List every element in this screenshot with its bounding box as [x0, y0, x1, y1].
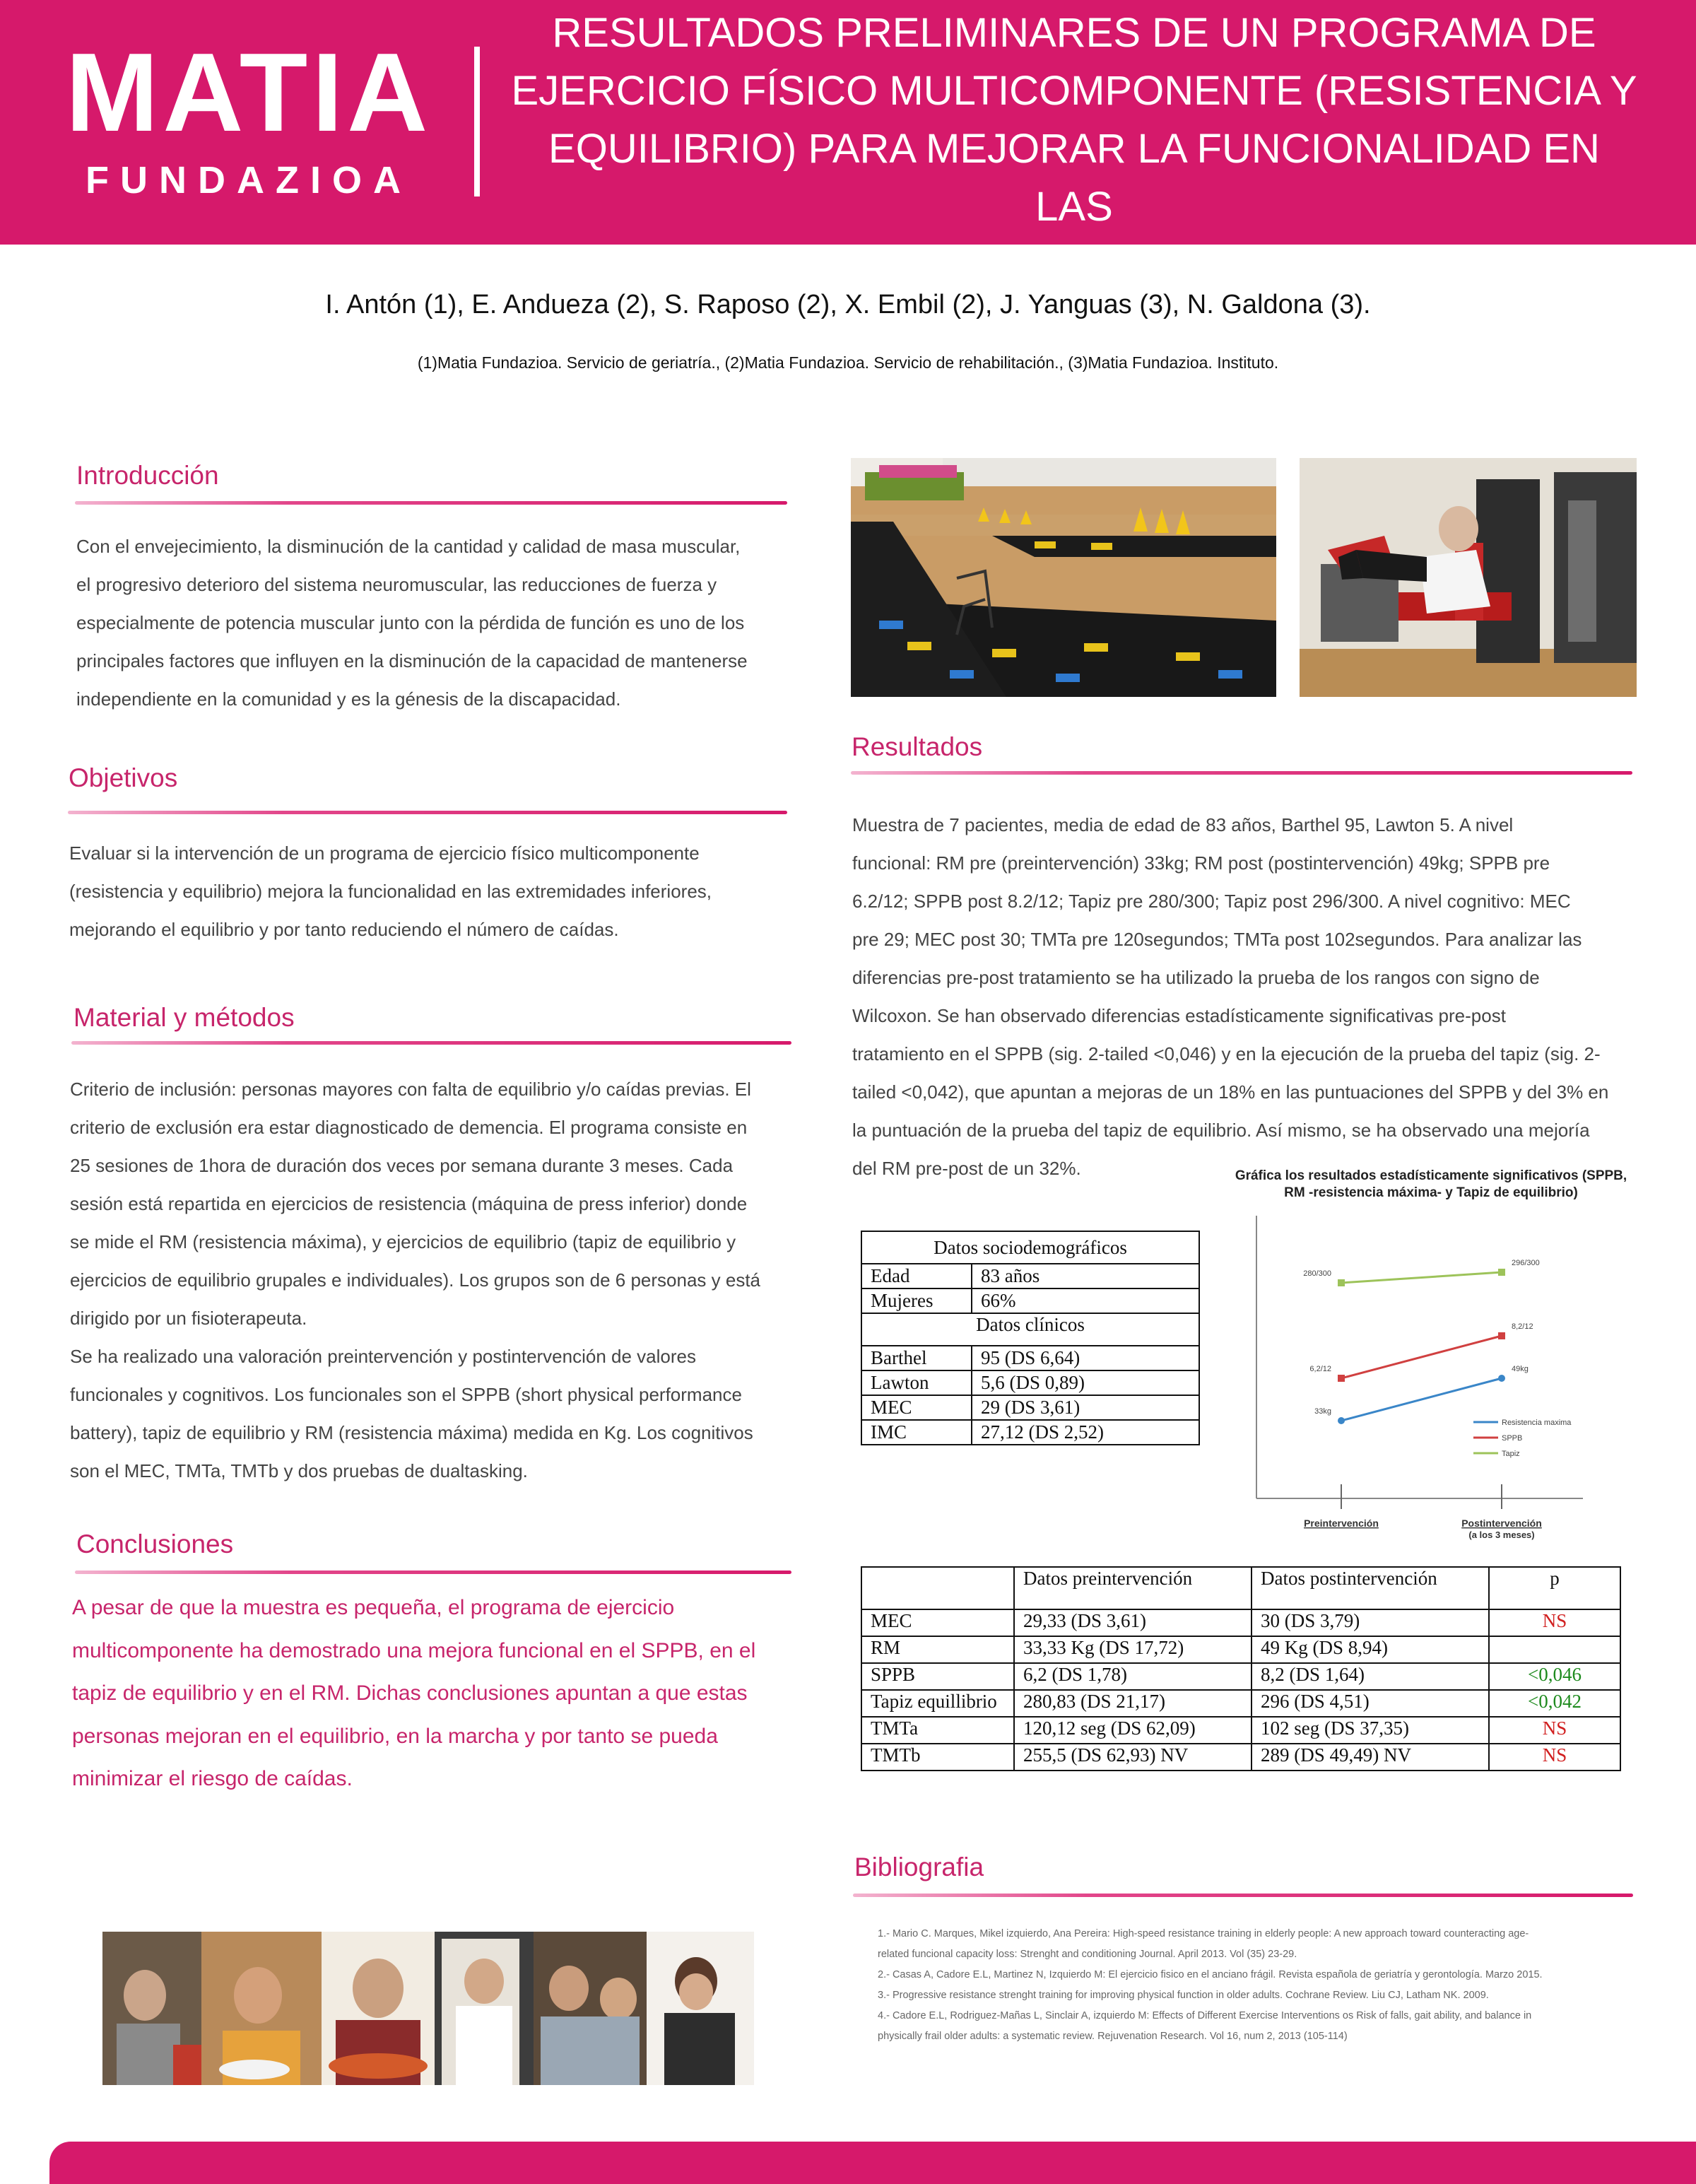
legend-label: SPPB [1502, 1434, 1523, 1443]
photo-leg-press [1300, 458, 1637, 697]
table-cell: 5,6 (DS 0,89) [972, 1370, 1199, 1395]
p-value-cell: <0,046 [1489, 1663, 1620, 1690]
p-value-cell [1489, 1636, 1620, 1663]
x-tick-label: Postintervención [1461, 1517, 1542, 1529]
table-row [861, 1264, 1199, 1288]
text-line: tratamiento en el SPPB (sig. 2-tailed <0,046) y en la ejecución de la prueba del tapiz (sig. 2- [852, 1043, 1601, 1064]
x-tick-label-sub: (a los 3 meses) [1468, 1530, 1535, 1540]
table-cell: 27,12 (DS 2,52) [972, 1420, 1199, 1445]
text-line: diferencias pre-post tratamiento se ha utilizado la prueba de los rangos con signo de [852, 967, 1540, 988]
authors: I. Antón (1), E. Andueza (2), S. Raposo (2), X. Embil (2), J. Yanguas (3), N. Galdona (3). [325, 290, 1371, 319]
table-cell: 95 (DS 6,64) [972, 1346, 1199, 1370]
text-line: minimizar el riesgo de caídas. [72, 1767, 353, 1790]
text-line: el progresivo deterioro del sistema neuromuscular, las reducciones de fuerza y [76, 574, 717, 595]
table-cell: 8,2 (DS 1,64) [1252, 1663, 1489, 1690]
title-line: EJERCICIO FÍSICO MULTICOMPONENTE (RESISTENCIA Y [511, 68, 1637, 114]
section-title-conclusiones: Conclusiones [76, 1530, 234, 1558]
data-point [1498, 1269, 1505, 1276]
logo-fundazioa: FUNDAZIOA [86, 159, 412, 201]
table-cell: 30 (DS 3,79) [1252, 1609, 1489, 1636]
section-rule [75, 501, 787, 505]
text-line: pre 29; MEC post 30; TMTa pre 120segundos; TMTa post 102segundos. Para analizar las [852, 929, 1582, 950]
table-cell: 296 (DS 4,51) [1252, 1690, 1489, 1717]
data-label: 8,2/12 [1512, 1322, 1533, 1331]
text-line: principales factores que influyen en la disminución de la capacidad de mantenerse [76, 650, 748, 671]
data-label: 33kg [1314, 1407, 1331, 1416]
text-line: 6.2/12; SPPB post 8.2/12; Tapiz pre 280/300; Tapiz post 296/300. A nivel cognitivo: MEC [852, 891, 1571, 912]
p-value-cell: <0,042 [1489, 1690, 1620, 1717]
table-cell: Edad [861, 1264, 972, 1288]
text-line: Muestra de 7 pacientes, media de edad de 83 años, Barthel 95, Lawton 5. A nivel [852, 814, 1514, 835]
section-title-objetivos: Objetivos [69, 763, 178, 792]
table-row [861, 1636, 1620, 1663]
text-line: independiente en la comunidad y es la génesis de la discapacidad. [76, 688, 621, 710]
results-line-chart [1230, 1202, 1632, 1541]
table-cell: 255,5 (DS 62,93) NV [1014, 1744, 1252, 1771]
section-title-material: Material y métodos [73, 1003, 295, 1032]
reference-line: 2.- Casas A, Cadore E.L, Martinez N, Izquierdo M: El ejercicio fisico en el anciano frágil. Revista española de geriatría y gerontología. Marzo 2015. [878, 1969, 1543, 1980]
text-line: Evaluar si la intervención de un programa de ejercicio físico multicomponente [69, 843, 700, 864]
x-tick-label: Preintervención [1304, 1517, 1379, 1529]
table-header: Datos sociodemográficos [861, 1231, 1199, 1264]
series-line-tapiz [1341, 1272, 1502, 1283]
table-cell: 280,83 (DS 21,17) [1014, 1690, 1252, 1717]
table-cell: 6,2 (DS 1,78) [1014, 1663, 1252, 1690]
logo-matia: MATIA [65, 30, 432, 155]
table-row [861, 1609, 1620, 1636]
table-cell: 120,12 seg (DS 62,09) [1014, 1717, 1252, 1744]
p-value-cell: NS [1489, 1717, 1620, 1744]
reference-line: 4.- Cadore E.L, Rodriguez-Mañas L, Sinclair A, izquierdo M: Effects of Different Exercise Interventions os Risk of falls, gait ability, and balance in [878, 2010, 1532, 2021]
text-line: funcionales y cognitivos. Los funcionales son el SPPB (short physical performance [70, 1384, 742, 1405]
table-header-cell: p [1489, 1567, 1620, 1609]
table-cell: MEC [861, 1395, 972, 1420]
poster-title [509, 4, 1639, 294]
affiliations: (1)Matia Fundazioa. Servicio de geriatría., (2)Matia Fundazioa. Servicio de rehabilitación., (3)Matia Fundazioa. Instituto. [417, 353, 1279, 372]
reference-line: related funcional capacity loss: Strenght and conditioning Journal. April 2013. Vol (35) 23-29. [878, 1949, 1297, 1960]
table-row [861, 1663, 1620, 1690]
table-header-cell: Datos postintervención [1252, 1567, 1489, 1609]
data-label: 296/300 [1512, 1259, 1540, 1267]
text-line: criterio de exclusión era estar diagnosticado de demencia. El programa consiste en [70, 1117, 748, 1138]
legend-label: Tapiz [1502, 1450, 1520, 1458]
table-header-cell [861, 1567, 1014, 1609]
title-line: EQUILIBRIO) PARA MEJORAR LA FUNCIONALIDAD EN LAS [548, 126, 1600, 230]
text-line: 25 sesiones de 1hora de duración dos veces por semana durante 3 meses. Cada [70, 1155, 734, 1176]
table-row [861, 1288, 1199, 1313]
table-row [861, 1744, 1620, 1771]
table-cell: 33,33 Kg (DS 17,72) [1014, 1636, 1252, 1663]
text-line: del RM pre-post de un 32%. [852, 1158, 1081, 1179]
data-point [1338, 1279, 1345, 1286]
title-line: RESULTADOS PRELIMINARES DE UN PROGRAMA DE [552, 10, 1596, 56]
text-line: dirigido por un fisioterapeuta. [70, 1308, 307, 1329]
table-row [861, 1395, 1199, 1420]
series-line-sppb [1341, 1336, 1502, 1378]
table-cell: TMTb [861, 1744, 1014, 1771]
table-cell: Tapiz equillibrio [861, 1690, 1014, 1717]
table-cell: Lawton [861, 1370, 972, 1395]
photo-strip-elderly [102, 1932, 754, 2085]
series-line-resistencia-maxima [1341, 1378, 1502, 1421]
section-rule [853, 1894, 1633, 1897]
text-line: especialmente de potencia muscular junto con la pérdida de función es uno de los [76, 612, 745, 633]
text-line: mejorando el equilibrio y por tanto reduciendo el número de caídas. [69, 919, 619, 940]
text-line: multicomponente ha demostrado una mejora funcional en el SPPB, en el [72, 1638, 756, 1662]
introduccion-text [76, 527, 783, 718]
footer-bar [49, 2142, 1696, 2184]
title-line: PERSONAS MAYORES CON FALTA DE EQUILIBRIO [581, 242, 1567, 288]
table-row [861, 1370, 1199, 1395]
chart-title: Gráfica los resultados estadísticamente significativos (SPPB, RM -resistencia máxima- y Tapiz de equilibrio) [1235, 1168, 1627, 1200]
text-line: se mide el RM (resistencia máxima), y ejercicios de equilibrio (tapiz de equilibrio y [70, 1231, 736, 1252]
photo-balance-mat [851, 458, 1276, 697]
section-rule [851, 771, 1632, 775]
table-cell: 66% [972, 1288, 1199, 1313]
section-rule [75, 1571, 791, 1574]
table-cell: 29,33 (DS 3,61) [1014, 1609, 1252, 1636]
logo-divider [474, 47, 480, 196]
p-value-cell: NS [1489, 1609, 1620, 1636]
text-line: A pesar de que la muestra es pequeña, el programa de ejercicio [72, 1596, 675, 1619]
section-title-resultados: Resultados [852, 732, 983, 761]
text-line: personas mejoran en el equilibrio, en la marcha y por tanto se pueda [72, 1724, 718, 1748]
prepost-table [861, 1566, 1621, 1771]
section-rule [68, 811, 787, 814]
conclusiones-text [72, 1587, 799, 1801]
table-cell: MEC [861, 1609, 1014, 1636]
table-cell: SPPB [861, 1663, 1014, 1690]
table-cell: Barthel [861, 1346, 972, 1370]
text-line: (resistencia y equilibrio) mejora la funcionalidad en las extremidades inferiores, [69, 881, 712, 902]
data-point [1338, 1375, 1345, 1382]
bibliografia-text [878, 1924, 1584, 2047]
table-cell: 29 (DS 3,61) [972, 1395, 1199, 1420]
data-point [1498, 1332, 1505, 1339]
table-row [861, 1346, 1199, 1370]
table-cell: 102 seg (DS 37,35) [1252, 1717, 1489, 1744]
data-label: 280/300 [1303, 1269, 1331, 1278]
reference-line: 1.- Mario C. Marques, Mikel izquierdo, Ana Pereira: High-speed resistance training in elderly people: A new approach toward counteracting age- [878, 1928, 1529, 1939]
reference-line: 3.- Progressive resistance strenght training for improving physical function in older adults. Cochrane Review. Liu CJ, Latham NK. 2009. [878, 1990, 1489, 2001]
data-label: 49kg [1512, 1365, 1529, 1373]
table-cell: RM [861, 1636, 1014, 1663]
text-line: funcional: RM pre (preintervención) 33kg; RM post (postintervención) 49kg; SPPB pre [852, 852, 1550, 874]
resultados-text [852, 806, 1630, 1187]
table-cell: 289 (DS 49,49) NV [1252, 1744, 1489, 1771]
table-cell: IMC [861, 1420, 972, 1445]
section-rule [71, 1041, 791, 1045]
table-cell: 49 Kg (DS 8,94) [1252, 1636, 1489, 1663]
text-line: Con el envejecimiento, la disminución de la cantidad y calidad de masa muscular, [76, 536, 741, 557]
reference-line: physically frail older adults: a systematic review. Rejuvenation Research. Vol 16, num 2, 2013 (105-114) [878, 2031, 1348, 2042]
text-line: Wilcoxon. Se han observado diferencias estadísticamente significativas pre-post [852, 1005, 1506, 1026]
table-cell: Mujeres [861, 1288, 972, 1313]
table-row [861, 1420, 1199, 1445]
text-line: tailed <0,042), que apuntan a mejoras de un 18% en las puntuaciones del SPPB y del 3% en [852, 1081, 1609, 1103]
section-title-introduccion: Introducción [76, 461, 219, 490]
table-header-cell: Datos preintervención [1014, 1567, 1252, 1609]
section-title-bibliografia: Bibliografia [854, 1853, 984, 1881]
objetivos-text [69, 834, 776, 949]
text-line: sesión está repartida en ejercicios de resistencia (máquina de press inferior) donde [70, 1193, 748, 1214]
text-line: ejercicios de equilibrio grupales e individuales). Los grupos son de 6 personas y está [70, 1269, 761, 1291]
text-line: Criterio de inclusión: personas mayores con falta de equilibrio y/o caídas previas. El [70, 1079, 751, 1100]
data-point [1498, 1375, 1505, 1382]
p-value-cell: NS [1489, 1744, 1620, 1771]
text-line: tapiz de equilibrio y en el RM. Dichas conclusiones apuntan a que estas [72, 1681, 748, 1705]
table-row [861, 1690, 1620, 1717]
legend-label: Resistencia maxima [1502, 1419, 1572, 1427]
sociodemographic-table [861, 1231, 1200, 1445]
table-cell: TMTa [861, 1717, 1014, 1744]
text-line: son el MEC, TMTa, TMTb y dos pruebas de dualtasking. [70, 1460, 528, 1481]
text-line: Se ha realizado una valoración preintervención y postintervención de valores [70, 1346, 696, 1367]
table-header-row [861, 1567, 1620, 1609]
material-text [70, 1070, 794, 1490]
text-line: la puntuación de la prueba del tapiz de equilibrio. Así mismo, se ha observado una mejoría [852, 1120, 1590, 1141]
data-point [1338, 1417, 1345, 1424]
text-line: battery), tapiz de equilibrio y RM (resistencia máxima) medida en Kg. Los cognitivos [70, 1422, 753, 1443]
table-cell: 83 años [972, 1264, 1199, 1288]
table-row [861, 1717, 1620, 1744]
data-label: 6,2/12 [1309, 1365, 1331, 1373]
table-subheader: Datos clínicos [861, 1313, 1199, 1346]
